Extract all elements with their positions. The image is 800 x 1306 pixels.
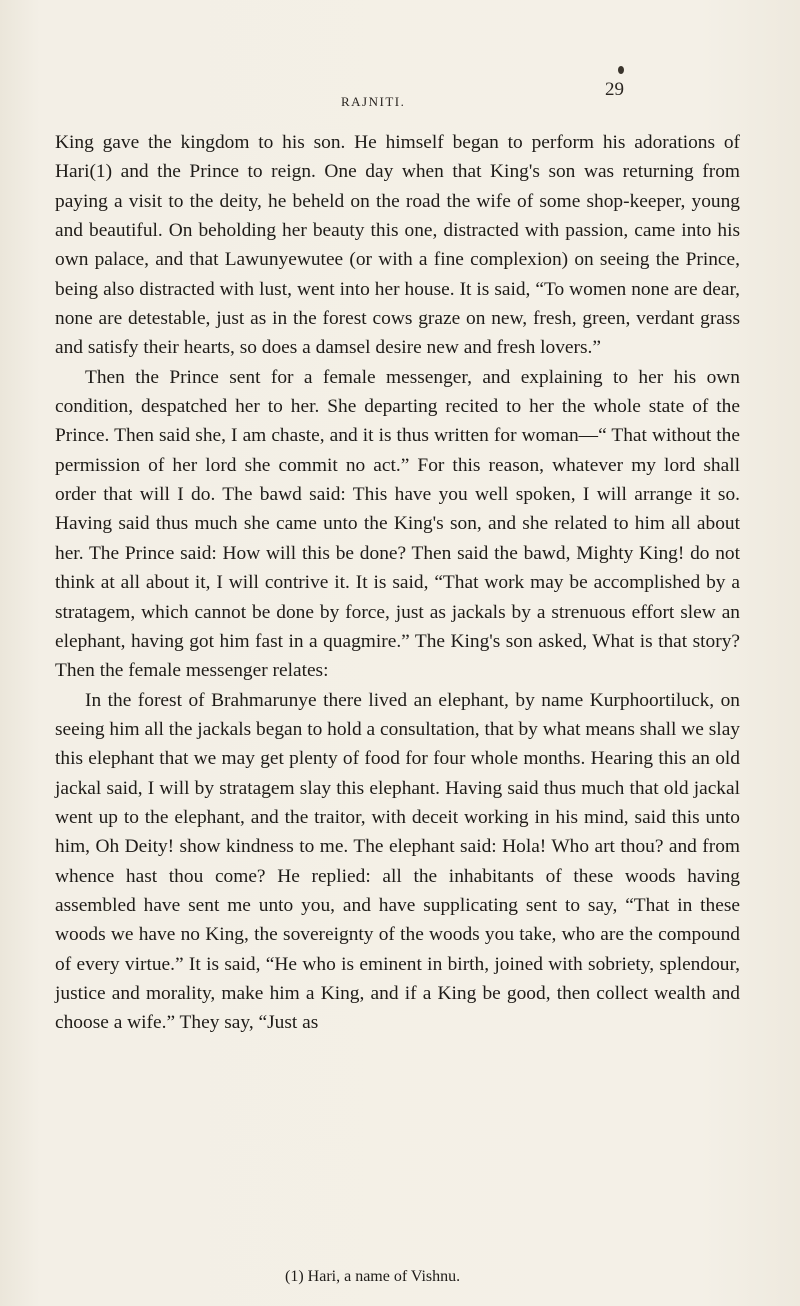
ink-speck	[618, 66, 624, 74]
running-head	[0, 79, 800, 114]
paragraph-2: Then the Prince sent for a female messenger, and explaining to her his own condition, despatched her to her. She departing recited to her the whole state of the Prince. Then said she, I am chaste, and it is thus written for woman—“ That without the permission of her lord she commit no act.” For this reason, whatever my lord shall order that will I do. The bawd said: This have you well spoken, I will arrange it so. Having said thus much she came unto the King's son, and she related to him all about her. The Prince said: How will this be done? Then said the bawd, Mighty King! do not think at all about it, I will contrive it. It is said, “That work may be accomplished by a stratagem, which cannot be done by force, just as jackals by a strenuous effort slew an elephant, having got him fast in a quagmire.” The King's son asked, What is that story? Then the female messenger relates:	[55, 366, 740, 682]
paragraph-3: In the forest of Brahmarunye there lived an elephant, by name Kurphoortiluck, on seeing him all the jackals began to hold a consultation, that by what means shall we slay this elephant that we may get plenty of food for four whole months. Hearing this an old jackal said, I will by stratagem slay this elephant. Having said thus much that old jackal went up to the elephant, and the traitor, with deceit working in his mind, said this unto him, Oh Deity! show kindness to me. The elephant said: Hola! Who art thou? and from whence hast thou come? He replied: all the inhabitants of these woods having assembled have sent me unto you, and have supplicating sent to say, “That in these woods we have no King, the sovereignty of the woods you take, who are the compound of every virtue.” It is said, “He who is eminent in birth, joined with sobriety, splendour, justice and morality, make him a King, and if a King be good, then collect wealth and choose a wife.” They say, “Just as	[55, 689, 740, 1034]
body-text	[55, 128, 740, 1038]
running-head-title: RAJNITI.	[341, 94, 406, 109]
footnote: (1) Hari, a name of Vishnu.	[285, 1268, 461, 1285]
paragraph-1: King gave the kingdom to his son. He himself began to perform his adorations of Hari(1) and the Prince to reign. One day when that King's son was returning from paying a visit to the deity, he beheld on the road the wife of some shop-keeper, young and beautiful. On beholding her beauty this one, distracted with passion, came into his own palace, and that Lawunyewutee (or with a fine complexion) on seeing the Prince, being also distracted with lust, went into her house. It is said, “To women none are dear, none are detestable, just as in the forest cows graze on new, fresh, green, verdant grass and satisfy their hearts, so does a damsel desire new and fresh lovers.”	[55, 132, 740, 359]
page-number: 29	[605, 79, 624, 100]
